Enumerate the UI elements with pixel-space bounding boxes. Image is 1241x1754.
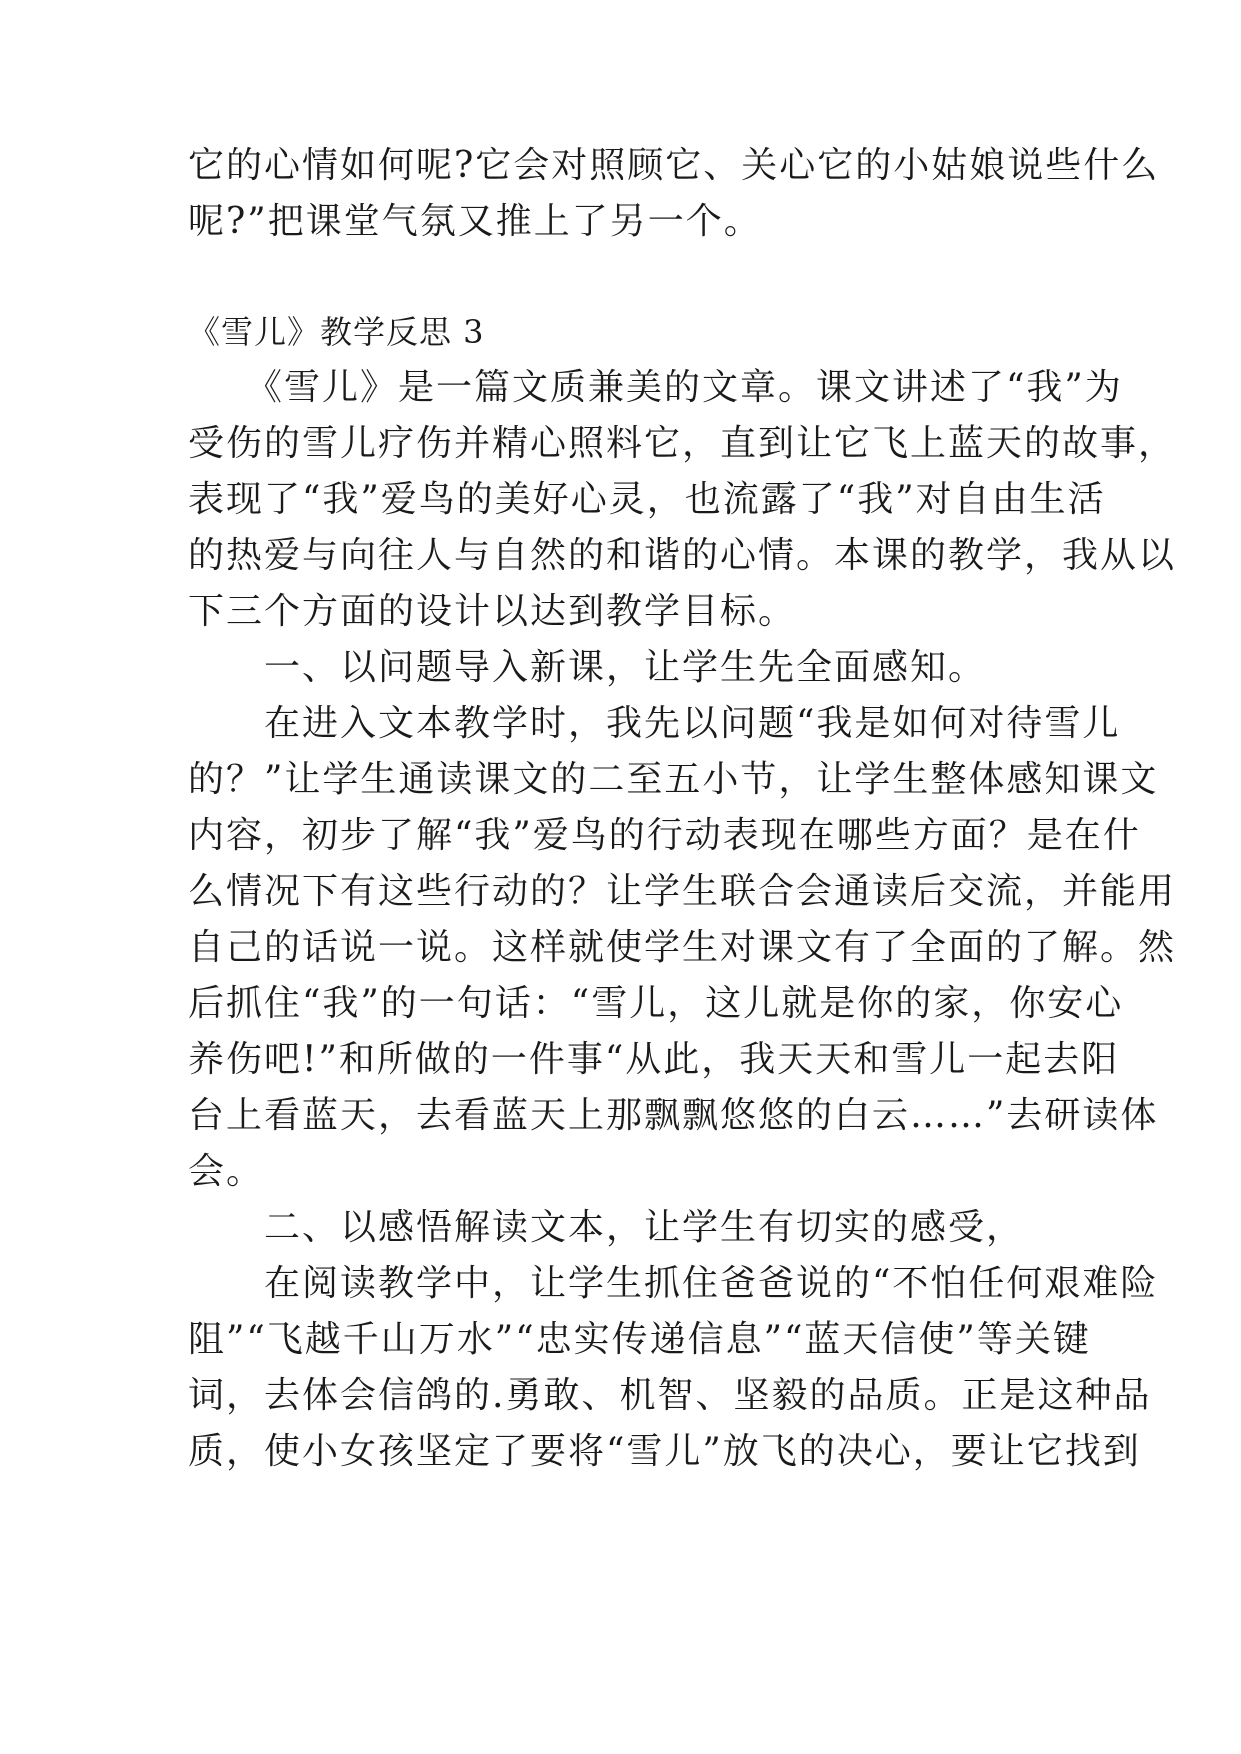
text-line: 表现了“我”爱鸟的美好心灵，也流露了“我”对自由生活 xyxy=(188,479,1106,520)
text-line: 会。 xyxy=(188,1151,265,1192)
text-line: 受伤的雪儿疗伤并精心照料它，直到让它飞上蓝天的故事， xyxy=(188,423,1177,464)
text-line: 词，去体会信鸽的.勇敢、机智、坚毅的品质。正是这种品 xyxy=(188,1375,1152,1416)
text-line: 一、以问题导入新课，让学生先全面感知。 xyxy=(188,647,987,688)
text-line: 阻”“飞越千山万水”“忠实传递信息”“蓝天信使”等关键 xyxy=(188,1319,1091,1360)
text-line: 二、以感悟解读文本，让学生有切实的感受， xyxy=(188,1207,1025,1248)
text-line: 内容，初步了解“我”爱鸟的行动表现在哪些方面？是在什 xyxy=(188,815,1141,856)
text-line: 它的心情如何呢?它会对照顾它、关心它的小姑娘说些什么 xyxy=(188,145,1160,186)
text-line: 《雪儿》是一篇文质兼美的文章。课文讲述了“我”为 xyxy=(188,367,1123,408)
text-line: 质，使小女孩坚定了要将“雪儿”放飞的决心，要让它找到 xyxy=(188,1431,1141,1472)
text-line: 台上看蓝天，去看蓝天上那飘飘悠悠的白云……”去研读体 xyxy=(188,1095,1159,1136)
text-line: 的？”让学生通读课文的二至五小节，让学生整体感知课文 xyxy=(188,759,1159,800)
text-line: 么情况下有这些行动的？让学生联合会通读后交流，并能用 xyxy=(188,871,1177,912)
text-line: 的热爱与向往人与自然的和谐的心情。本课的教学，我从以 xyxy=(188,535,1177,576)
text-line: 在阅读教学中，让学生抓住爸爸说的“不怕任何艰难险 xyxy=(188,1263,1159,1304)
text-line: 自己的话说一说。这样就使学生对课文有了全面的了解。然 xyxy=(188,927,1177,968)
text-line: 呢?”把课堂气氛又推上了另一个。 xyxy=(188,201,762,242)
section-title: 《雪儿》教学反思 3 xyxy=(188,313,485,351)
text-line: 在进入文本教学时，我先以问题“我是如何对待雪儿 xyxy=(188,703,1121,744)
text-line: 下三个方面的设计以达到教学目标。 xyxy=(188,591,797,632)
text-line: 养伤吧!”和所做的一件事“从此，我天天和雪儿一起去阳 xyxy=(188,1039,1120,1080)
text-line: 后抓住“我”的一句话：“雪儿，这儿就是你的家，你安心 xyxy=(188,983,1124,1024)
